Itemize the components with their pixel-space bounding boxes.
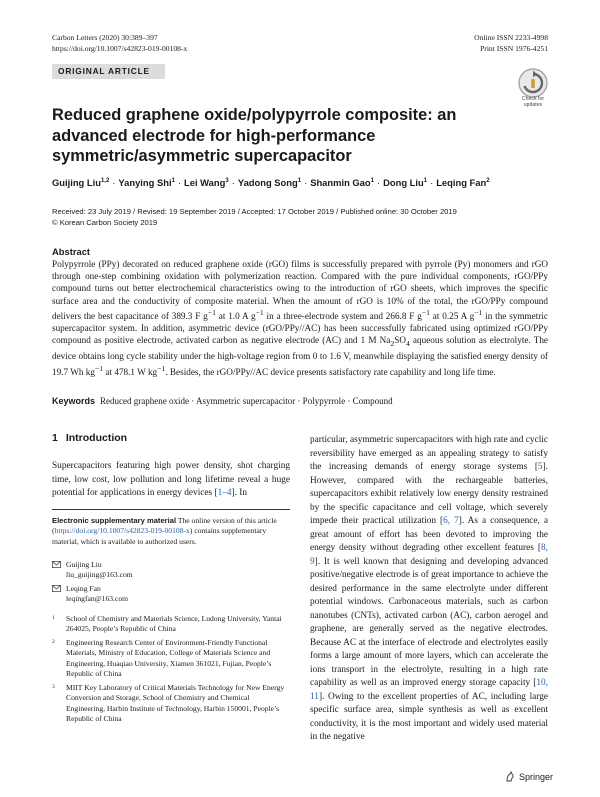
esm-doi-link[interactable]: https://doi.org/10.1007/s42823-019-00108-x [54,526,190,536]
author-affiliation-mark: 1 [423,177,428,184]
author-separator: · [304,177,308,188]
issn-online: Online ISSN 2233-4998 [474,33,548,42]
corresponding-author-2 [52,584,290,605]
author[interactable] [184,177,229,188]
author-name: Lei Wang [184,177,226,188]
journal-citation: Carbon Letters (2020) 30:389–397 [52,33,158,42]
issn-print: Print ISSN 1976-4251 [480,43,548,53]
author-name: Shanmin Gao [310,177,371,188]
doi-link[interactable]: https://doi.org/10.1007/s42823-019-00108-x [52,43,188,53]
intro-paragraph-col1: Supercapacitors featuring high power density, shot charging time, low cost, low pollution and long lifetime reveal a huge potential for applications in energy devices [1–4]. In [52,461,290,498]
author-affiliation-mark: 2 [486,177,490,184]
contact-name: Leqing Fan [66,584,101,593]
affiliation-3: 3 MIIT Key Laboratory of Critical Materials Technology for New Energy Conversion and Storage, School of Chemistry and Chemical Engineering, Harbin Institute of Technology, Harbin 150001, People’s Republic of China [52,683,285,724]
abstract-heading: Abstract [52,246,91,257]
contact-email[interactable]: liu_guijing@163.com [66,570,133,580]
corresponding-author-1 [52,560,290,581]
author-affiliation-mark: 1,2 [100,177,110,184]
author[interactable] [52,177,109,188]
author-affiliation-mark: 3 [225,177,229,184]
author-name: Leqing Fan [436,177,487,188]
article-type-label: ORIGINAL ARTICLE [52,64,165,79]
author-affiliation-mark: 1 [297,177,302,184]
paper-title: Reduced graphene oxide/polypyrrole composite: an advanced electrode for high-performance symmetric/asymmetric supercapacitor [52,106,457,166]
citation-link[interactable]: 8, 9 [310,543,548,567]
publication-dates [52,207,552,228]
issn-block [474,33,548,54]
springer-horse-icon [505,771,515,782]
keywords-text: Reduced graphene oxide · Asymmetric supercapacitor · Polypyrrole · Compound [100,396,393,406]
envelope-icon [52,585,61,592]
author-name: Yadong Song [237,177,298,188]
author-separator: · [177,177,182,188]
author-affiliation-mark: 1 [171,177,175,184]
section-number: 1 [52,432,58,444]
check-for-updates-label[interactable]: Check for updates [521,96,545,108]
author-separator: · [430,177,434,188]
keywords-label: Keywords [52,396,96,406]
keywords [52,396,548,406]
citation-link[interactable]: 1–4 [217,488,232,498]
history-dates: Received: 23 July 2019 / Revised: 19 September 2019 / Accepted: 17 October 2019 / Published online: 30 October 2019 [52,207,457,216]
publisher-logo [505,771,553,782]
affiliation-2: 2 Engineering Research Center of Environment-Friendly Functional Materials, Ministry of Education, College of Materials Science and Engineering, Huaqiao University, Xiamen 361021, Fujian, People’s Republic of China [52,638,272,679]
copyright-line: © Korean Carbon Society 2019 [52,217,158,227]
intro-paragraph-col2: particular, asymmetric supercapacitors with high rate and cyclic reversibility have emerged as an appealing strategy to satisfy the increasing demands of energy storage systems [5]. However, compared with the rechargeable batteries, supercapacitors exhibit relatively low energy density restrained by the specific capacitance and cell voltage, which severely impede their practical utilization [6, 7]. As a consequence, a great amount of effort has been devoted to improving the energy density without degrading other excellent features [8, 9]. It is well known that designing and developing advanced positive/negative electrode is of great importance to achieve the desired performance in the same electrolyte under different potential windows. Carbonaceous materials, such as carbon nanotubes (CNTs), activated carbon (AC), carbon aerogel and graphene, are generally served as the negative electrodes. Because AC at the interface of electrode and electrolytes easily forms a large amount of more layers, which can accelerate the ions transport in the electrolyte, resulting in a high rate capability as well as an improved energy storage capacity [10, 11]. Owing to the excellent properties of AC, including large specific surface area, simple synthesis as well as excellent conductivity, it is the most important and widely used material in the negative [310,435,548,742]
abstract-body: Polypyrrole (PPy) decorated on reduced graphene oxide (rGO) films is successfully prepared with pyrrole (Py) monomers and rGO through one-step combining oxidation with polymerization reaction. Compared with the pure individual components, rGO/PPy compound turns out better electrochemical characteristics owing to the introduction of rGO sheets, which improves the specific surface area and the conductivity of composite material. When the amount of rGO is 10% of the total, the rGO/PPy compound delivers the best capacitance of 389.3 F $g^{-1}$ at 1.0 A $g^{-1}$ in a three-electrode system and 266.8 F $g^{-1}$ at 0.25 A $g^{-1}$ in the symmetric supercapacitor system. In addition, asymmetric device (rGO/PPy//AC) has been successfully fabricated using optimized rGO/PPy compound as positive electrode, activated carbon as negative electrode (AC) and 1 M $Na_2SO_4$ aqueous solution as electrolyte. The device obtains long cycle stability under the high-voltage region from 0 to 1.6 V, meanwhile displaying the satisfied energy density of 19.7 Wh $kg^{-1}$ at 478.1 W $kg^{-1}$. Besides, the rGO/PPy//AC device presents satisfactory rate capability and long life time. [52,259,548,377]
author-name: Yanying Shi [118,177,172,188]
author[interactable] [310,177,374,188]
citation-link[interactable]: 5 [537,462,543,472]
author-separator: · [231,177,235,188]
footnote-divider [52,509,290,510]
author-name: Dong Liu [383,177,424,188]
author-list [52,177,552,188]
journal-header [52,33,187,54]
envelope-icon [52,561,61,568]
check-for-updates-icon[interactable] [517,67,549,99]
citation-link[interactable]: 10, 11 [310,678,548,702]
contact-name: Guijing Liu [66,560,102,569]
section-heading-introduction [52,432,135,444]
affiliation-1: 1 School of Chemistry and Materials Science, Ludong University, Yantai 264025, People’s Republic of China [52,614,282,634]
section-title: Introduction [65,432,128,444]
author[interactable] [436,177,489,188]
author-separator: · [112,177,116,188]
author[interactable] [238,177,301,188]
citation-link[interactable]: 6, 7 [443,516,459,526]
publisher-name: Springer [519,772,554,782]
author-separator: · [376,177,381,188]
contact-email[interactable]: leqingfan@163.com [66,594,129,604]
author[interactable] [383,177,427,188]
supplementary-note: Electronic supplementary material The online version of this article (https://doi.org/10.1007/s42823-019-00108-x) contains supplementary material, which is available to authorized users. [52,516,277,546]
author[interactable] [118,177,174,188]
author-affiliation-mark: 1 [370,177,374,184]
author-name: Guijing Liu [52,177,101,188]
